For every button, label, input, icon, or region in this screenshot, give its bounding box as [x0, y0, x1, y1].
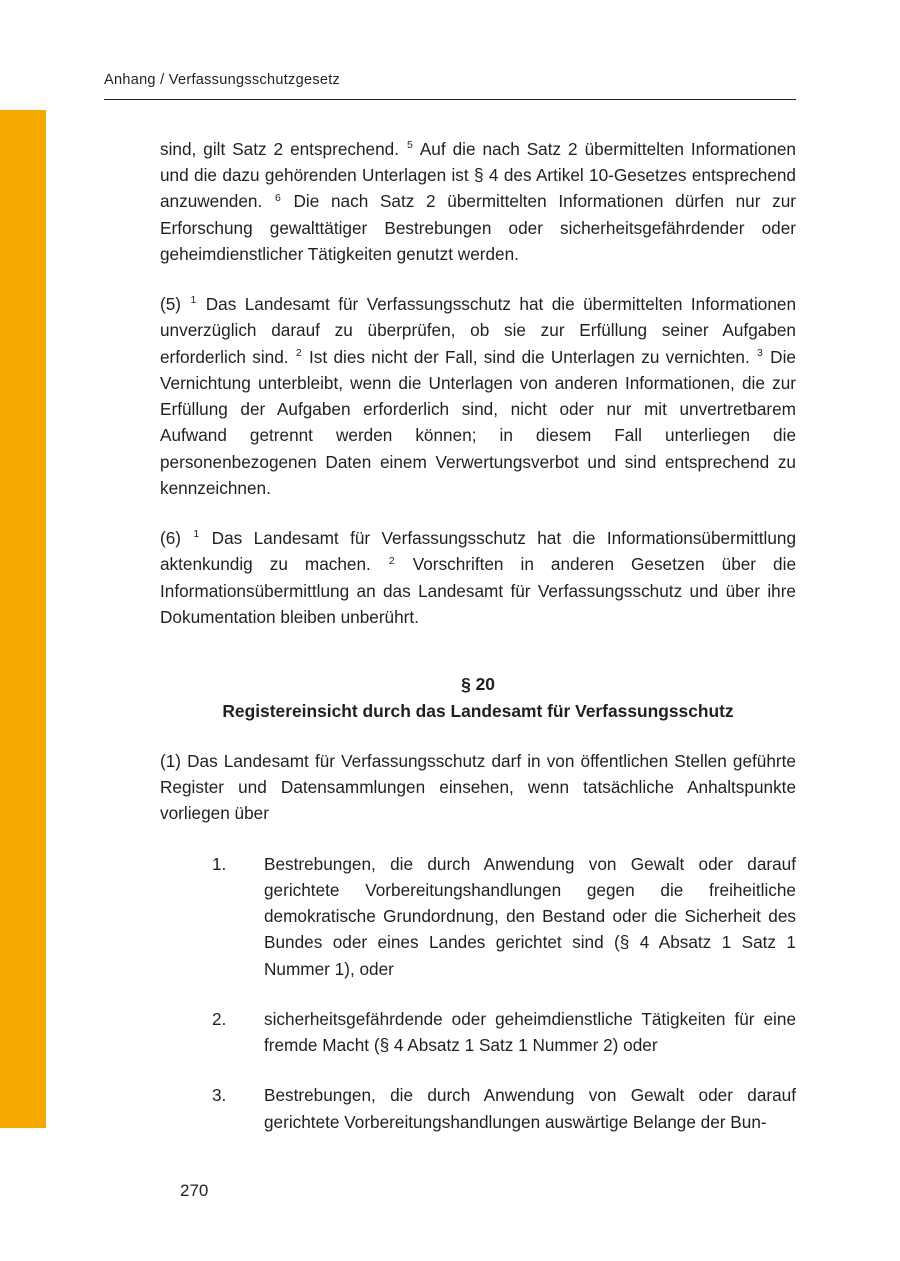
page-content [104, 0, 796, 1261]
paragraph-5: (5) $^1$ Das Landesamt für Verfassungsschutz hat die übermittelten Informationen unverzüglich darauf zu überprüfen, ob sie zur Erfüllung seiner Aufgaben erforderlich sind. $^2$ Ist dies nicht der Fall, sind die Unterlagen zu vernichten. $^3$ Die Vernichtung unterbleibt, wenn die Unterlagen von anderen Informationen, die zur Erfüllung der Aufgaben erforderlich sind, nicht oder nur mit unvertretbarem Aufwand getrennt werden können; in diesem Fall unterliegen die personenbezogenen Daten einem Verwertungsverbot und sind entsprechend zu kennzeichnen. [160, 294, 796, 498]
list-item [160, 1006, 796, 1058]
sentence-number: 5 [406, 139, 413, 152]
list-item-text: Bestrebungen, die durch Anwendung von Gewalt oder darauf gerichtete Vorbereitungshandlungen auswärtige Belange der Bun- [264, 1085, 796, 1132]
section-heading [160, 674, 796, 722]
page-number: 270 [180, 1181, 209, 1200]
section-title: Registereinsicht durch das Landesamt für Verfassungsschutz [222, 700, 734, 721]
page-edge-accent-tab [0, 110, 46, 1128]
text-column [160, 136, 796, 1135]
section-intro-paragraph: (1) Das Landesamt für Verfassungsschutz darf in von öffentlichen Stellen geführte Register und Datensammlungen einsehen, wenn tatsächliche Anhaltspunkte vorliegen über [160, 750, 796, 824]
list-item-marker: 2. [212, 1008, 227, 1029]
sentence-number: 2 [295, 346, 302, 359]
list-item-text: Bestrebungen, die durch Anwendung von Gewalt oder darauf gerichtete Vorbereitungshandlungen gegen die freiheitliche demokratische Grundordnung, den Bestand oder die Sicherheit des Bundes oder eines Landes gerichtet sind (§ 4 Absatz 1 Satz 1 Nummer 1), oder [264, 853, 796, 979]
list-item-text: sicherheitsgefährdende oder geheimdienstliche Tätigkeiten für eine fremde Macht (§ 4 Absatz 1 Satz 1 Nummer 2) oder [264, 1008, 796, 1056]
sentence-number: 2 [388, 554, 395, 567]
sentence-number: 6 [274, 191, 281, 204]
paragraph-6: (6) $^1$ Das Landesamt für Verfassungsschutz hat die Informationsübermittlung aktenkundig zu machen. $^2$ Vorschriften in anderen Gesetzen über die Informationsübermittlung an das Landesamt für Verfassungsschutz und über ihre Dokumentation bleiben unberührt. [160, 528, 797, 627]
list-item [160, 1082, 796, 1134]
sentence-number: 1 [193, 528, 200, 541]
paragraph-continued: sind, gilt Satz 2 entsprechend. $^5$ Auf die nach Satz 2 übermittelten Informationen und die dazu gehörenden Unterlagen ist § 4 des Artikel 10-Gesetzes entsprechend anzuwenden. $^6$ Die nach Satz 2 übermittelten Informationen dürfen nur zur Erforschung gewalttätiger Bestrebungen oder sicherheitsgefährdender oder geheimdienstlicher Tätigkeiten genutzt werden. [160, 139, 796, 264]
running-header: Anhang / Verfassungsschutzgesetz [104, 72, 341, 88]
sentence-number: 3 [757, 346, 763, 359]
list-item [160, 851, 796, 982]
list-item-marker: 3. [212, 1085, 227, 1106]
numbered-list [160, 851, 796, 1135]
section-number: § 20 [461, 673, 495, 694]
list-item-marker: 1. [212, 853, 227, 874]
header-rule [104, 99, 796, 100]
sentence-number: 1 [190, 294, 197, 307]
